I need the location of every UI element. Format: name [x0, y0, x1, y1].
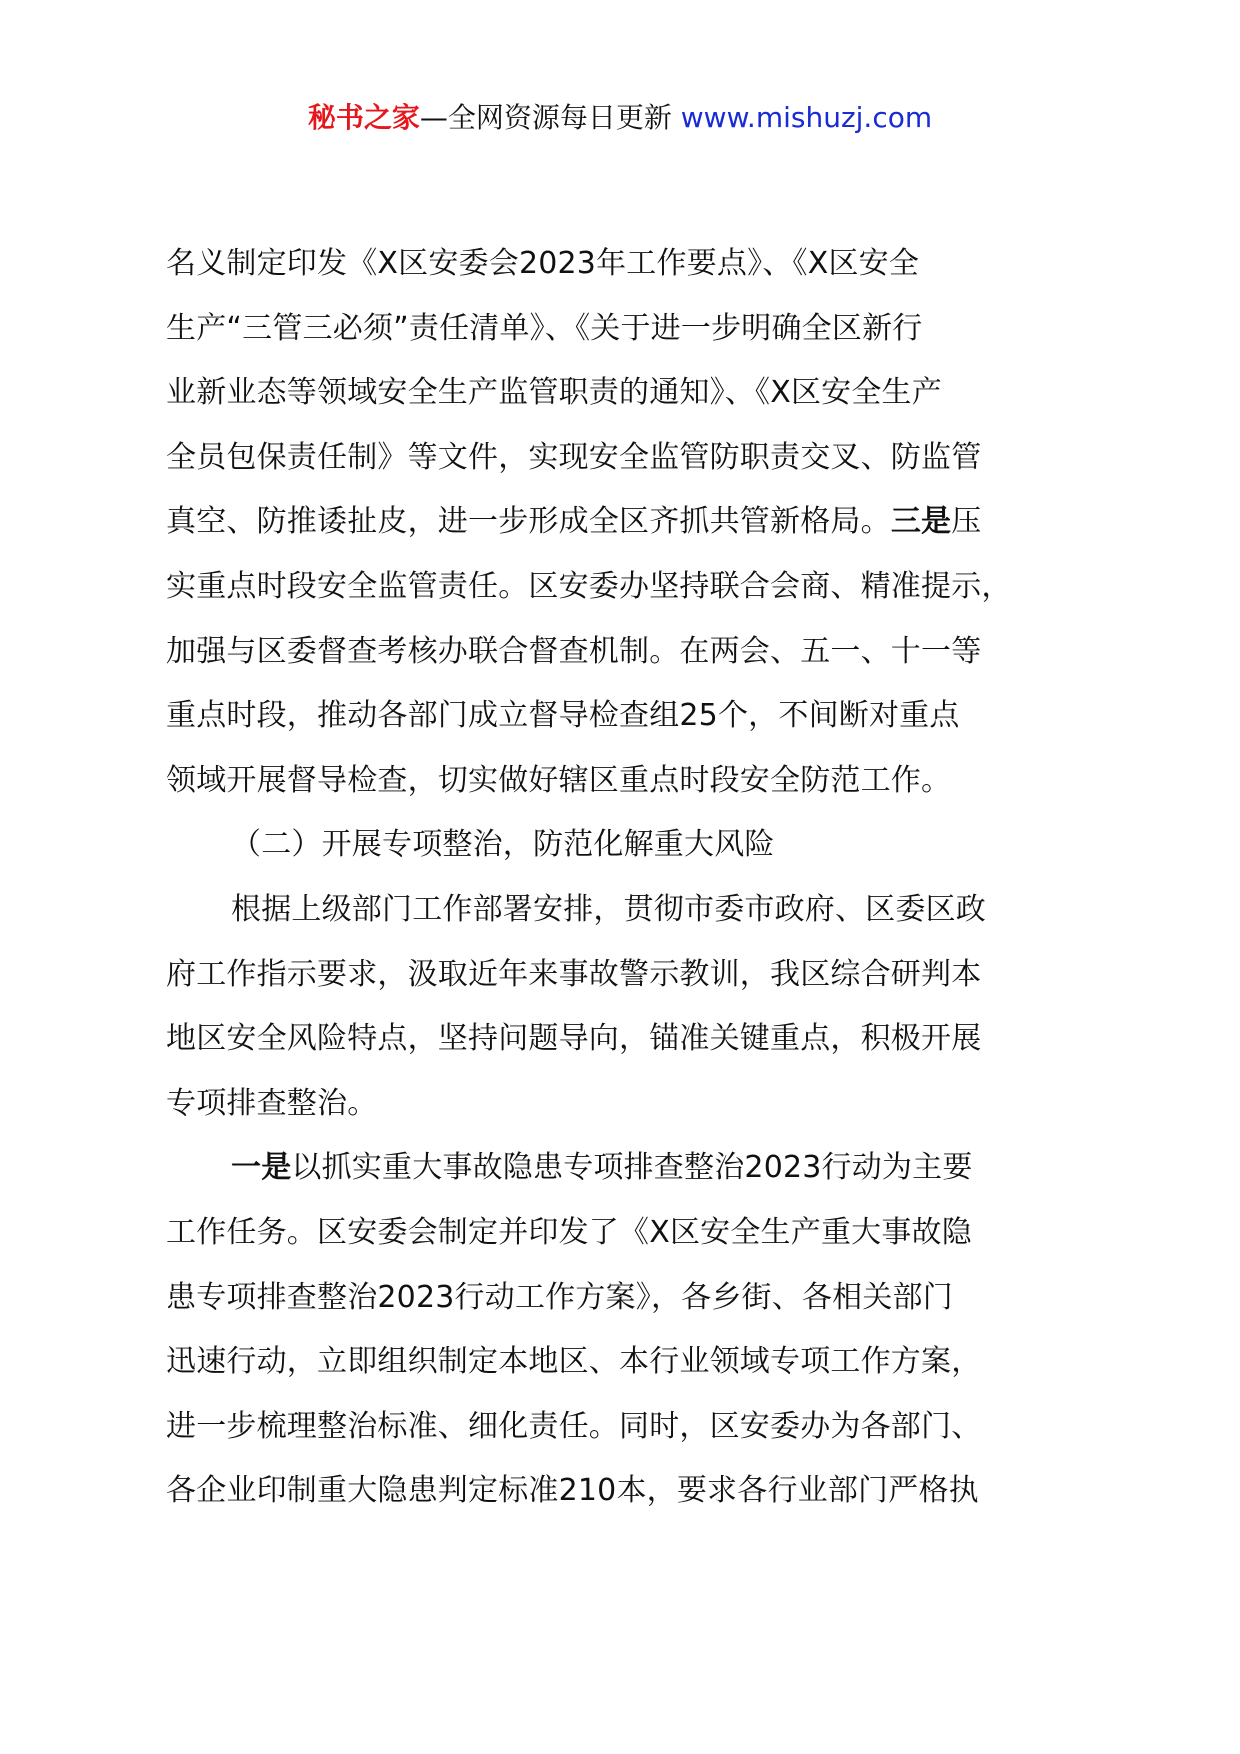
text-line: 专项排查整治。: [166, 1085, 378, 1121]
document-body: [166, 245, 1106, 1537]
text-segment: 以抓实重大事故隐患专项排查整治2023行动为主要: [291, 1150, 973, 1186]
text-line: 患专项排查整治2023行动工作方案》，各乡街、各相关部门: [166, 1279, 953, 1315]
text-line: 实重点时段安全监管责任。区安委办坚持联合会商、精准提示，: [166, 568, 1012, 604]
text-line: 生产“三管三必须”责任清单》、《关于进一步明确全区新行: [166, 310, 923, 346]
text-line: [166, 1149, 1106, 1214]
text-line: 迅速行动，立即组织制定本地区、本行业领域专项工作方案，: [166, 1344, 982, 1380]
text-line: [166, 503, 1106, 568]
bold-keyword: 三是: [890, 504, 952, 540]
text-segment: 真空、防推诿扯皮，进一步形成全区齐抓共管新格局。: [166, 504, 891, 540]
text-line: 领域开展督导检查，切实做好辖区重点时段安全防范工作。: [166, 762, 952, 798]
text-line: 重点时段，推动各部门成立督导检查组25个，不间断对重点: [166, 698, 960, 734]
text-segment: 压: [951, 504, 982, 540]
text-line: 府工作指示要求，汲取近年来事故警示教训，我区综合研判本: [166, 956, 982, 992]
text-line: 业新业态等领域安全生产监管职责的通知》、《X区安全生产: [166, 375, 942, 411]
section-heading: （二）开展专项整治，防范化解重大风险: [231, 827, 775, 863]
bold-keyword: 一是: [231, 1150, 292, 1186]
text-line: 全员包保责任制》等文件，实现安全监管防职责交叉、防监管: [166, 439, 982, 475]
page-header: [0, 98, 1240, 138]
text-line: 名义制定印发《X区安委会2023年工作要点》、《X区安全: [166, 246, 920, 281]
header-tagline: —全网资源每日更新: [419, 101, 681, 134]
text-line: 根据上级部门工作部署安排，贯彻市委市政府、区委区政: [231, 891, 986, 927]
text-line: 加强与区委督查考核办联合督查机制。在两会、五一、十一等: [166, 633, 982, 669]
site-url-link[interactable]: www.mishuzj.com: [680, 101, 933, 134]
text-line: 地区安全风险特点，坚持问题导向，锚准关键重点，积极开展: [166, 1021, 982, 1057]
text-line: 进一步梳理整治标准、细化责任。同时，区安委办为各部门、: [166, 1408, 982, 1444]
text-line: 工作任务。区安委会制定并印发了《X区安全生产重大事故隐: [166, 1214, 972, 1250]
text-line: 各企业印制重大隐患判定标准210本，要求各行业部门严格执: [166, 1473, 979, 1509]
site-name: 秘书之家: [307, 101, 420, 134]
